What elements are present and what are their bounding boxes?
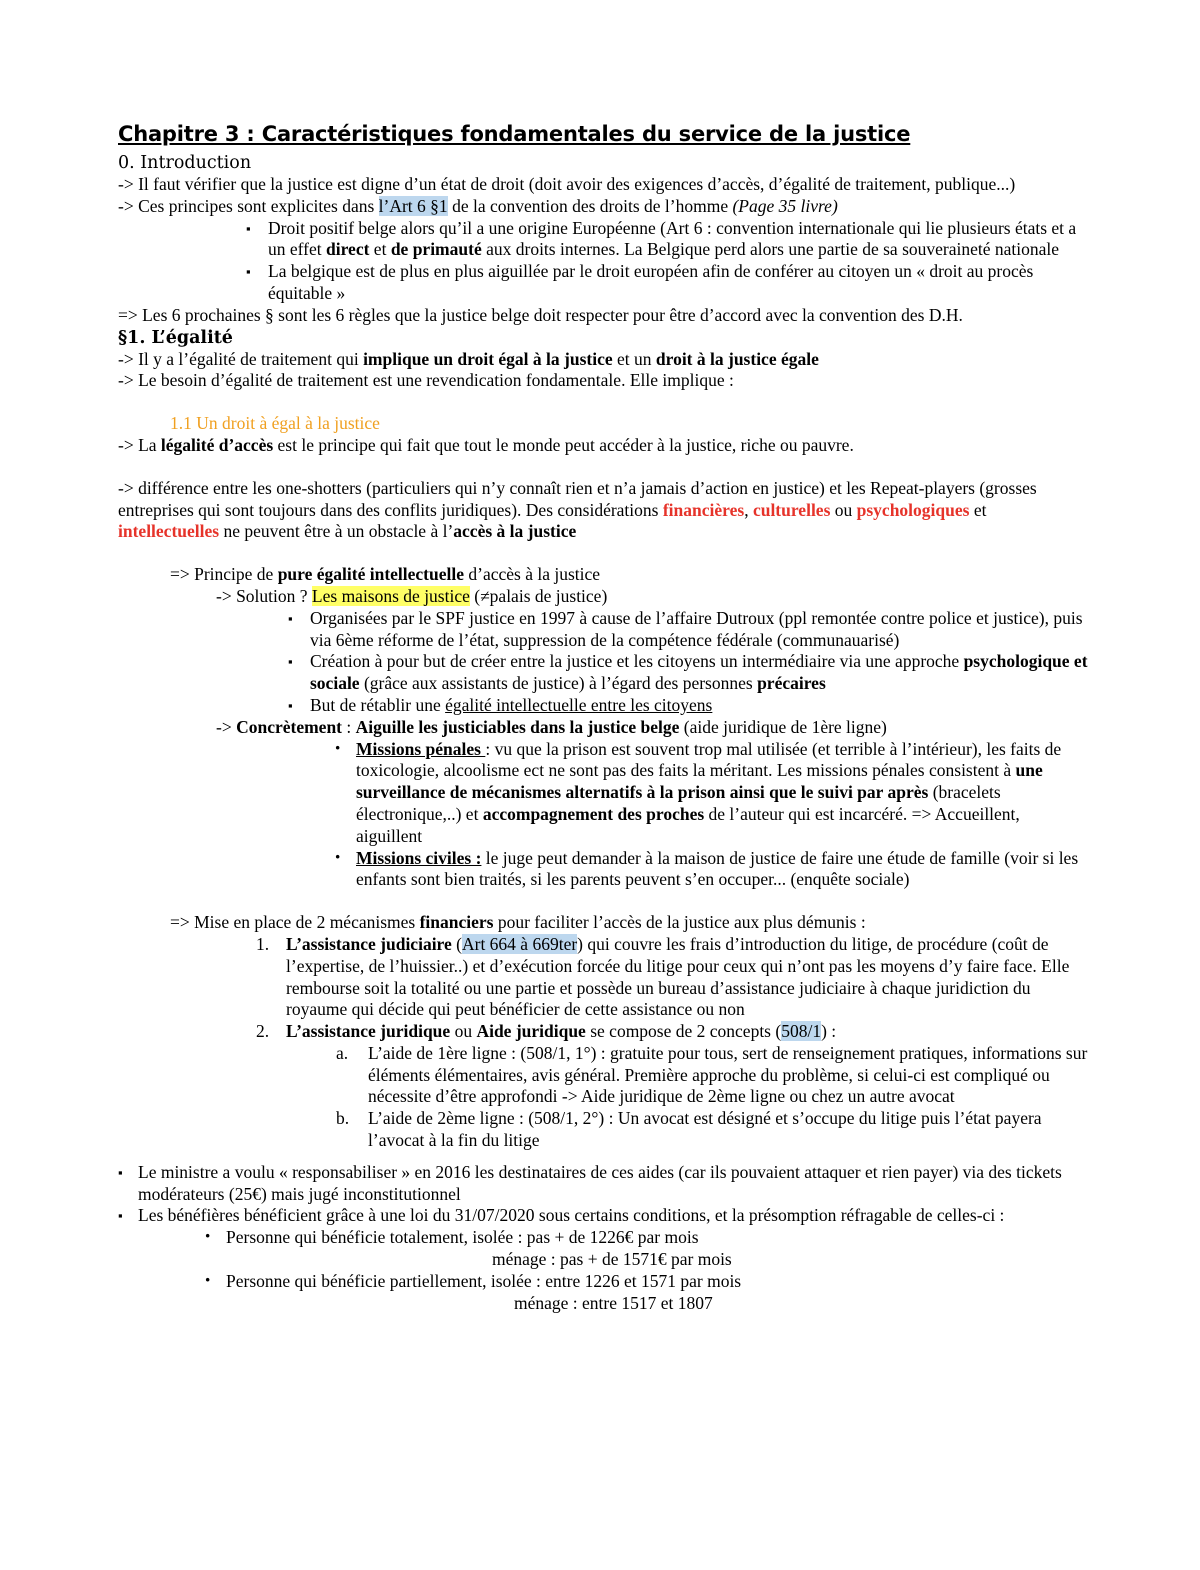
egalite-paragraph-4: -> différence entre les one-shotters (particuliers qui n’y connaît rien et n’a jamais d’action en justice) et les Repeat-players (grosses entreprises qui sont toujours dans des conflits juridiques). Des considérations financières, culturelles ou psychologiques et intellectuelles ne peuvent être à un obstacle à l’accès à la justice [118, 477, 1037, 542]
egalite-heading: §1. L’égalité [118, 327, 233, 348]
art508-highlight: 508/1 [781, 1021, 822, 1042]
subsection-heading: 1.1 Un droit à égal à la justice [170, 413, 380, 434]
art6-highlight: l’Art 6 §1 [378, 195, 448, 216]
condition-total-item: · Personne qui bénéficie totalement, isolée : pas + de 1226€ par mois [226, 1227, 1090, 1249]
intro-paragraph-3: => Les 6 prochaines § sont les 6 règles que la justice belge doit respecter pour être d’accord avec la convention des D.H. [118, 304, 963, 325]
beneficiaires-item: ▪ Les bénéfières bénéficient grâce à une loi du 31/07/2020 sous certains conditions, et la présomption réfragable de celles-ci : [138, 1205, 1090, 1227]
conditions-list-2 [118, 1271, 1090, 1293]
assistance-juridique-item: 2. L’assistance juridique ou Aide juridique se compose de 2 concepts (508/1) : [256, 1021, 837, 1042]
egalite-paragraph-1: -> Il y a l’égalité de traitement qui implique un droit égal à la justice et un droit à la justice égale [118, 348, 819, 369]
solution-item-1: ▪ Organisées par le SPF justice en 1997 à cause de l’affaire Dutroux (ppl remontée contre police et justice), puis via 6ème réforme de l’état, suppression de la compétence fédérale (communauarisé) [310, 608, 1090, 652]
solution-item-3: ▪ But de rétablir une égalité intellectuelle entre les citoyens [310, 695, 1090, 717]
intro-bullet-list [118, 218, 1090, 305]
aide-1ere-ligne-item: a. L’aide de 1ère ligne : (508/1, 1°) : gratuite pour tous, sert de renseignement pratiques, informations sur éléments élémentaires, avis général. Première approche du problème, si celui-ci est compliqué ou nécessite d’être approfondi -> Aide juridique de 2ème ligne ou chez un autre avocat [336, 1042, 1088, 1107]
condition-partiel-item: · Personne qui bénéficie partiellement, isolée : entre 1226 et 1571 par mois [226, 1271, 1090, 1293]
art664-highlight: Art 664 à 669ter [461, 933, 578, 954]
intro-heading: 0. Introduction [118, 153, 252, 173]
missions-civiles-item: · Missions civiles : le juge peut demander à la maison de justice de faire une étude de famille (voir si les enfants sont bien traités, si les parents peuvent s’en occuper... (enquête sociale) [356, 848, 1090, 892]
intro-bullet-2: ▪ La belgique est de plus en plus aiguillée par le droit européen afin de conférer au citoyen un « droit au procès équitable » [268, 261, 1090, 305]
maisons-de-justice-highlight: Les maisons de justice [311, 585, 470, 606]
aide-juridique-list [118, 1043, 1090, 1152]
intro-bullet-1: ▪ Droit positif belge alors qu’il a une origine Européenne (Art 6 : convention internationale qui lie plusieurs états et a un effet direct et de primauté aux droits internes. La Belgique perd alors une partie de sa souveraineté nationale [268, 218, 1090, 262]
assistance-judiciaire-item: 1. L’assistance judiciaire (Art 664 à 669ter) qui couvre les frais d’introduction du litige, de procédure (coût de l’expertise, de l’huissier..) et d’exécution forcée du litige pour ceux qui n’ont pas les moyens d’y faire face. Elle rembourse soit la totalité ou une partie et possède un bureau d’assistance judiciaire à chaque juridiction du royaume qui décide qui peut bénéficier de cette assistance ou non [256, 933, 1070, 1020]
solution-list [118, 608, 1090, 717]
egalite-paragraph-3: -> La légalité d’accès est le principe qui fait que tout le monde peut accéder à la justice, riche ou pauvre. [118, 434, 854, 455]
aide-2eme-ligne-item: b. L’aide de 2ème ligne : (508/1, 2°) : Un avocat est désigné et s’occupe du litige puis l’état payera l’avocat à la fin du litige [336, 1108, 1042, 1151]
condition-total-menage: ménage : pas + de 1571€ par mois [492, 1249, 732, 1270]
mecanismes-list [118, 934, 1090, 1043]
ministre-list [118, 1162, 1090, 1227]
solution-line: -> Solution ? Les maisons de justice (≠palais de justice) [216, 585, 608, 606]
ministre-item: ▪ Le ministre a voulu « responsabiliser » en 2016 les destinataires de ces aides (car ils pouvaient attaquer et rien payer) via des tickets modérateurs (25€) mais jugé inconstitutionnel [138, 1162, 1090, 1206]
conditions-list [118, 1227, 1090, 1249]
condition-partiel-menage: ménage : entre 1517 et 1807 [514, 1292, 713, 1313]
intro-paragraph-2: -> Ces principes sont explicites dans l’Art 6 §1 de la convention des droits de l’homme (Page 35 livre) [118, 195, 838, 216]
chapter-title: Chapitre 3 : Caractéristiques fondamentales du service de la justice [118, 122, 911, 146]
principe-line: => Principe de pure égalité intellectuelle d’accès à la justice [170, 564, 601, 585]
missions-list [118, 739, 1090, 892]
mise-en-place-line: => Mise en place de 2 mécanismes financiers pour faciliter l’accès de la justice aux plus démunis : [170, 912, 866, 933]
egalite-paragraph-2: -> Le besoin d’égalité de traitement est une revendication fondamentale. Elle implique : [118, 370, 734, 391]
solution-item-2: ▪ Création à pour but de créer entre la justice et les citoyens un intermédiaire via une approche psychologique et sociale (grâce aux assistants de justice) à l’égard des personnes précaires [310, 651, 1090, 695]
intro-paragraph-1: -> Il faut vérifier que la justice est digne d’un état de droit (doit avoir des exigences d’accès, d’égalité de traitement, publique...) [118, 174, 1016, 194]
missions-penales-item: · Missions pénales : vu que la prison est souvent trop mal utilisée (et terrible à l’intérieur), les faits de toxicologie, alcoolisme ect ne sont pas des faits la méritant. Les missions pénales consistent à une surveillance de mécanismes alternatifs à la prison ainsi que le suivi par après (bracelets électronique,..) et accompagnement des proches de l’auteur qui est incarcéré. => Accueillent, aiguillent [356, 739, 1090, 848]
concretement-line: -> Concrètement : Aiguille les justiciables dans la justice belge (aide juridique de 1ère ligne) [216, 716, 887, 737]
